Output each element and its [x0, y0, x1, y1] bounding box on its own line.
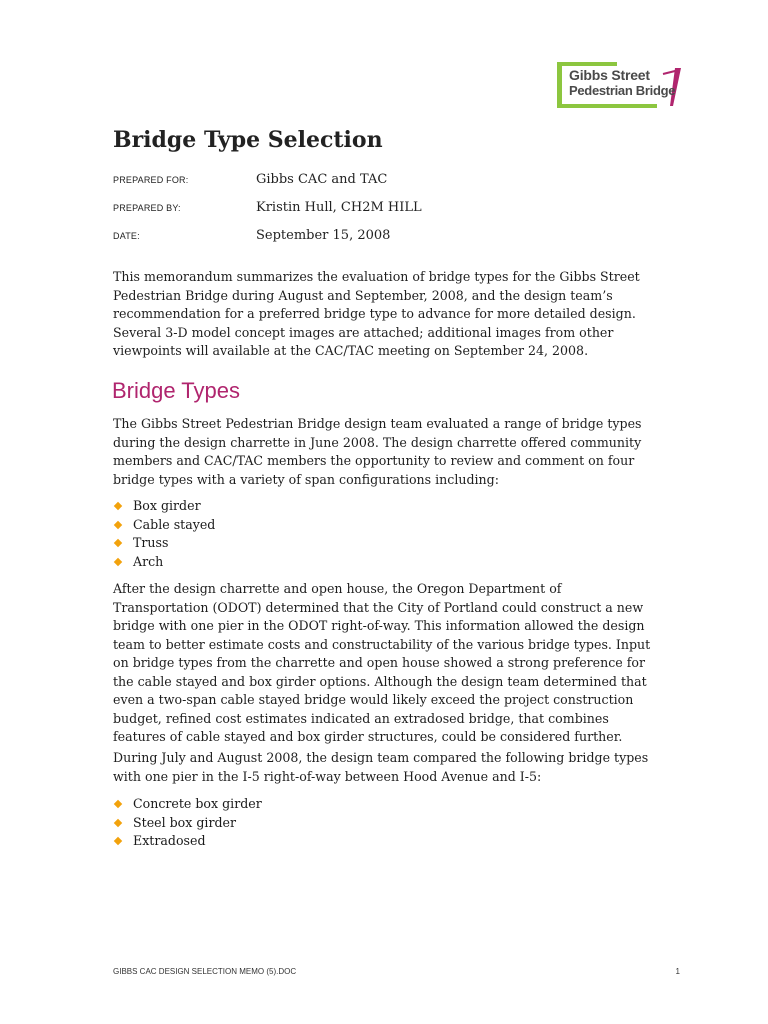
prepared-by-value: Kristin Hull, CH2M HILL [256, 200, 422, 215]
paragraph-comparison: During July and August 2008, the design team compared the following bridge types with one pier in the I-5 right-of-way between Hood Avenue and I-5: [113, 750, 649, 784]
diamond-bullet-icon [114, 818, 122, 826]
footer-page-number: 1 [675, 967, 680, 976]
diamond-bullet-icon [114, 502, 122, 510]
paragraph-odot: After the design charrette and open house, the Oregon Department of Transportation (ODOT) determined that the City of Portland could construct a new bridge with one pier in the ODOT right-of-way. This information allowed the design team to better estimate costs and constructability of the various bridge types. Input on bridge types from the charrette and open house showed a strong preference for the cable stayed and box girder options. Although the design team determined that even a two-span cable stayed bridge would likely exceed the project construction budget, refined cost estimates indicated an extradosed bridge, that combines features of cable stayed and box girder structures, could be considered further. [113, 581, 651, 744]
list-item [113, 553, 215, 572]
list-item-text: Cable stayed [133, 516, 216, 532]
diamond-bullet-icon [114, 837, 122, 845]
logo-text-line1: Gibbs Street [569, 67, 650, 83]
list-item [113, 534, 215, 553]
date-label: DATE: [113, 231, 140, 241]
list-item [113, 814, 262, 833]
prepared-for-value: Gibbs CAC and TAC [256, 172, 388, 187]
list-item [113, 497, 215, 516]
list-item [113, 795, 262, 814]
list-item-text: Steel box girder [133, 814, 237, 830]
list-item [113, 516, 215, 535]
intro-paragraph: This memorandum summarizes the evaluation of bridge types for the Gibbs Street Pedestrian Bridge during August and September, 2008, and the design team’s recommendation for a preferred bridge type to advance for more detailed design. Several 3-D model concept images are attached; additional images from other viewpoints will available at the CAC/TAC meeting on September 24, 2008. [113, 269, 640, 358]
diamond-bullet-icon [114, 539, 122, 547]
date-value: September 15, 2008 [256, 228, 391, 243]
list-item-text: Truss [133, 535, 169, 550]
footer-filename: GIBBS CAC DESIGN SELECTION MEMO (5).DOC [113, 967, 297, 976]
list-item [113, 832, 262, 851]
prepared-by-label: PREPARED BY: [113, 203, 181, 213]
section-heading-bridge-types: Bridge Types [112, 378, 241, 403]
diamond-bullet-icon [114, 800, 122, 808]
list-item-text: Extradosed [133, 833, 206, 848]
bullet-list-compared-types [113, 795, 262, 851]
diamond-bullet-icon [114, 557, 122, 565]
paragraph-charrette: The Gibbs Street Pedestrian Bridge design team evaluated a range of bridge types during the design charrette in June 2008. The design charrette offered community members and CAC/TAC members the opportunity to review and comment on four bridge types with a variety of span configurations including: [113, 416, 642, 487]
prepared-for-label: PREPARED FOR: [113, 175, 189, 185]
bullet-list-bridge-types [113, 497, 215, 571]
page-title: Bridge Type Selection [113, 127, 383, 153]
list-item-text: Arch [133, 553, 164, 569]
gibbs-street-logo [557, 62, 687, 110]
list-item-text: Concrete box girder [133, 796, 262, 811]
diamond-bullet-icon [114, 520, 122, 528]
logo-text-line2: Pedestrian Bridge [569, 83, 676, 98]
list-item-text: Box girder [133, 498, 201, 513]
